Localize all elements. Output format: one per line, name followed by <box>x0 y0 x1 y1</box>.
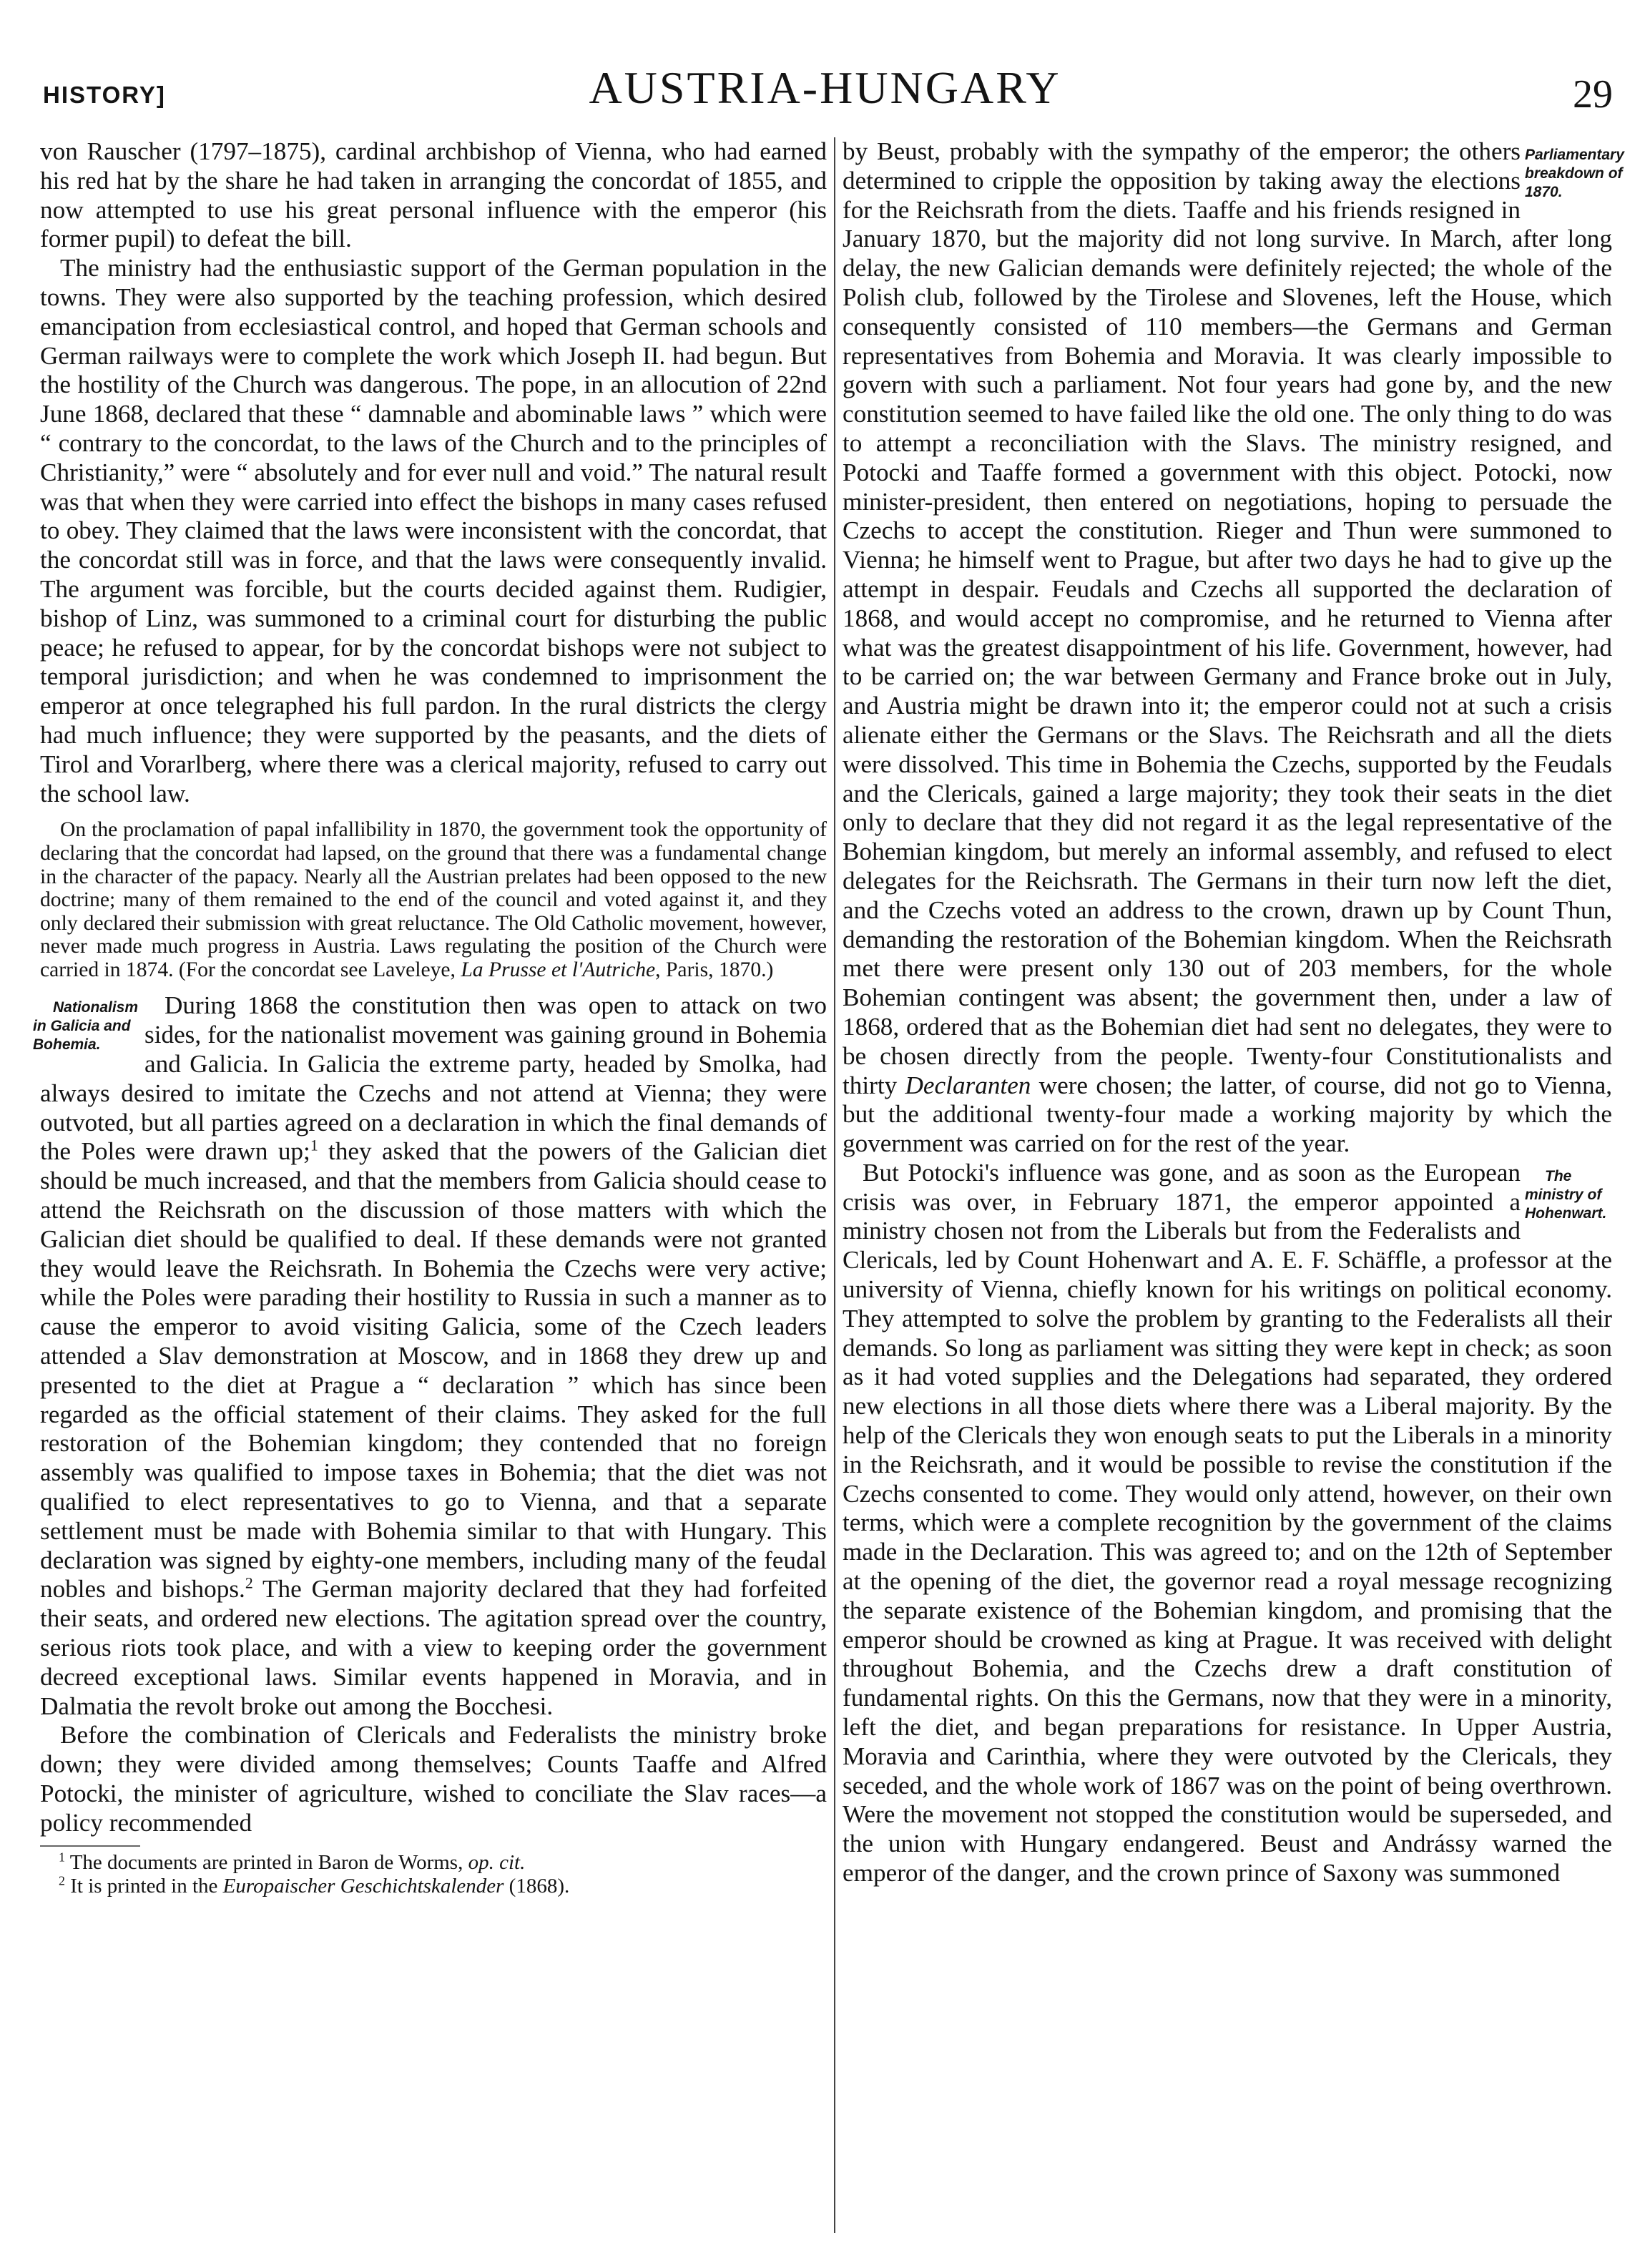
note-citation-title: La Prusse et l'Autriche <box>461 958 656 981</box>
paragraph-text: During 1868 the constitution then was open to attack on two sides, for the nationalist movement was gaining ground in Bohemia and Galicia. In Galicia the extreme party, headed by Smolka, had always desired to imitate the Czechs and not attend at Vienna; they were outvoted, but all parties agreed on a declaration in which the final demands of the Poles were drawn up; <box>40 991 827 1166</box>
paragraph: The ministry had the enthusiastic support of the German population in the towns. They were also supported by the teaching profession, which desired emancipation from ecclesiastical control, and hoped that German schools and German railways were to complete the work which Joseph II. had begun. But the hostility of the Church was dangerous. The pope, in an allocution of 22nd June 1868, declared that these “ damnable and abominable laws ” which were “ contrary to the concordat, to the laws of the Church and to the principles of Christianity,” were “ absolutely and for ever null and void.” The natural result was that when they were carried into effect the bishops in many cases refused to obey. They claimed that the laws were inconsistent with the concordat, that the concordat still was in force, and that the laws were consequently invalid. The argument was forcible, but the courts decided against them. Rudigier, bishop of Linz, was summoned to a criminal court for disturbing the public peace; he refused to appear, for by the concordat bishops were not subject to temporal jurisdiction; and when he was condemned to imprisonment the emperor at once telegraphed his full pardon. In the rural districts the clergy had much influence; they were supported by the peasants, and the diets of Tirol and Vorarlberg, where there was a clerical majority, refused to carry out the school law. <box>40 254 827 807</box>
paragraph-text: they asked that the powers of the Galician diet should be much increased, and that the members from Galicia should cease to attend the Reichsrath on the discussion of those matters with which the Galician diet should be qualified to deal. If these demands were not granted they would leave the Reichsrath. In Bohemia the Czechs were very active; while the Poles were parading their hostility to Russia in such a manner as to cause the emperor to avoid visiting Galicia, some of the Czech leaders attended a Slav demonstration at Moscow, and in 1868 they drew up and presented to the diet at Prague a “ declaration ” which has since been regarded as the official statement of their claims. They asked for the full restoration of the Bohemian kingdom; they contended that no foreign assembly was qualified to impose taxes in Bohemia; that the diet was not qualified to elect representatives to go to Vienna, and that a separate settlement must be made with Bohemia similar to that with Hungary. This declaration was signed by eighty-one members, including many of the feudal nobles and bishops. <box>40 1137 827 1604</box>
footnote-mark: 2 <box>59 1872 65 1887</box>
left-column <box>33 137 827 1898</box>
footnote-italic: Europaischer Geschichtskalender <box>222 1874 504 1898</box>
note-text: On the proclamation of papal infallibility in 1870, the government took the opportunity of declaring that the concordat had lapsed, on the ground that there was a fundamental change in the character of the papacy. Nearly all the Austrian prelates had been opposed to the new doctrine; many of them remained to the end of the council and voted against it, and they only declared their submission with great reluctance. The Old Catholic movement, however, never made much progress in Austria. Laws regulating the position of the Church were carried in 1874. (For the concordat see Laveleye, <box>40 818 827 981</box>
paragraph <box>843 137 1624 1159</box>
paragraph <box>843 1159 1612 1888</box>
right-column <box>843 137 1624 1888</box>
sidenote-nationalism: Nationalism in Galicia and Bohemia. <box>33 999 139 1054</box>
paragraph-text: The German majority declared that they had forfeited their seats, and ordered new elections. The agitation spread over the country, serious riots took place, and with a view to keeping order the government decreed exceptional laws. Similar events happened in Moravia, and in Dalmatia the revolt broke out among the Bocchesi. <box>40 1575 827 1720</box>
small-print-note <box>40 818 827 981</box>
running-section: HISTORY] <box>43 82 166 108</box>
footnote-rule <box>40 1845 140 1847</box>
footnote <box>40 1872 827 1898</box>
footnote-text: It is printed in the <box>70 1874 223 1898</box>
footnote <box>40 1851 827 1875</box>
sidenote-parliamentary-breakdown: Parliamentary breakdown of 1870. <box>1525 147 1624 200</box>
paragraph: Before the combination of Clericals and Federalists the ministry broke down; they were divided among themselves; Counts Taaffe and Alfred Potocki, the minister of agriculture, wished to conciliate the Slav races—a policy recommended <box>40 1721 827 1837</box>
footnote-italic: op. cit. <box>468 1850 526 1874</box>
page-title: AUSTRIA-HUNGARY <box>589 62 1061 113</box>
paragraph <box>33 991 827 1721</box>
footnote-ref: 2 <box>245 1574 253 1592</box>
note-citation-end: , Paris, 1870.) <box>655 958 774 981</box>
column-divider <box>834 137 835 2233</box>
italic-term: Declaranten <box>905 1071 1031 1099</box>
paragraph: von Rauscher (1797–1875), cardinal archbishop of Vienna, who had earned his red hat by the share he had taken in arranging the concordat of 1855, and now attempted to use his great personal influence with the emperor (his former pupil) to defeat the bill. <box>40 137 827 253</box>
sidenote-hohenwart-ministry: The ministry of Hohenwart. <box>1525 1167 1607 1222</box>
page-number: 29 <box>1573 72 1613 117</box>
paragraph-text: But Potocki's influence was gone, and as soon as the European crisis was over, in February 1871, the emperor appointed a ministry chosen not from the Liberals but from the Federalists and Clericals, led by Count Hohenwart and A. E. F. Schäffle, a professor at the university of Vienna, chiefly known for his writings on political economy. They attempted to solve the problem by granting to the Federalists all their demands. So long as parliament was sitting they were kept in check; as soon as it had voted supplies and the Delegations had separated, they ordered new elections in all those diets where there was a Liberal majority. By the help of the Clericals they won enough seats to put the Liberals in a minority in the Reichsrath, and it would be possible to revise the constitution if the Czechs consented to come. They would only attend, however, on their own terms, which were a complete recognition by the government of the claims made in the Declaration. This was agreed to; and on the 12th of September at the opening of the diet, the governor read a royal message recognizing the separate existence of the Bohemian kingdom, and promising that the emperor should be crowned as king at Prague. It was received with delight throughout Bohemia, and the Czechs drew a draft constitution of fundamental rights. On this the Germans, now that they were in a minority, left the diet, and began preparations for resistance. In Upper Austria, Moravia and Carinthia, where they were outvoted by the Clericals, they seceded, and the whole work of 1867 was on the point of being overthrown. Were the movement not stopped the constitution would be superseded, and the union with Hungary endangered. Beust and Andrássy warned the emperor of the danger, and the crown prince of Saxony was summoned <box>843 1158 1612 1887</box>
footnote-mark: 1 <box>59 1849 65 1864</box>
footnote-text-end: (1868). <box>504 1874 570 1898</box>
footnote-ref: 1 <box>310 1137 318 1154</box>
footnote-text: The documents are printed in Baron de Worms, <box>69 1850 468 1874</box>
paragraph-text: by Beust, probably with the sympathy of the emperor; the others determined to cripple the opposition by taking away the elections for the Reichsrath from the diets. Taaffe and his friends resigned in January 1870, but the majority did not long survive. In March, after long delay, the new Galician demands were definitely rejected; the whole of the Polish club, followed by the Tirolese and Slovenes, left the House, which consequently consisted of 110 members—the Germans and German representatives from Bohemia and Moravia. It was clearly impossible to govern with such a parliament. Not four years had gone by, and the new constitution seemed to have failed like the old one. The only thing to do was to attempt a reconciliation with the Slavs. The ministry resigned, and Potocki and Taaffe formed a government with this object. Potocki, now minister-president, then entered on negotiations, hoping to persuade the Czechs to accept the constitution. Rieger and Thun were summoned to Vienna; he himself went to Prague, but after two days he had to give up the attempt in despair. Feudals and Czechs all supported the declaration of 1868, and would accept no compromise, and he returned to Vienna after what was the greatest disappointment of his life. Government, however, had to be carried on; the war between Germany and France broke out in July, and Austria might be drawn into it; the emperor could not at such a crisis alienate either the Germans or the Slavs. The Reichsrath and all the diets were dissolved. This time in Bohemia the Czechs, supported by the Feudals and the Clericals, gained a large majority; they took their seats in the diet only to declare that they did not regard it as the legal representative of the Bohemian kingdom, but merely an informal assembly, and refused to elect delegates for the Reichsrath. The Germans in their turn now left the diet, and the Czechs voted an address to the crown, drawn up by Count Thun, demanding the restoration of the Bohemian kingdom. When the Reichsrath met there were present only 130 out of 203 members, for the whole Bohemian contingent was absent; the government then, under a law of 1868, ordered that as the Bohemian diet had sent no delegates, they were to be chosen directly from the people. Twenty-four Constitutionalists and thirty <box>843 137 1612 1099</box>
paragraph-text: were chosen; the latter, of course, did not go to Vienna, but the additional twenty-four made a working majority by which the government was carried on for the rest of the year. <box>843 1071 1612 1158</box>
